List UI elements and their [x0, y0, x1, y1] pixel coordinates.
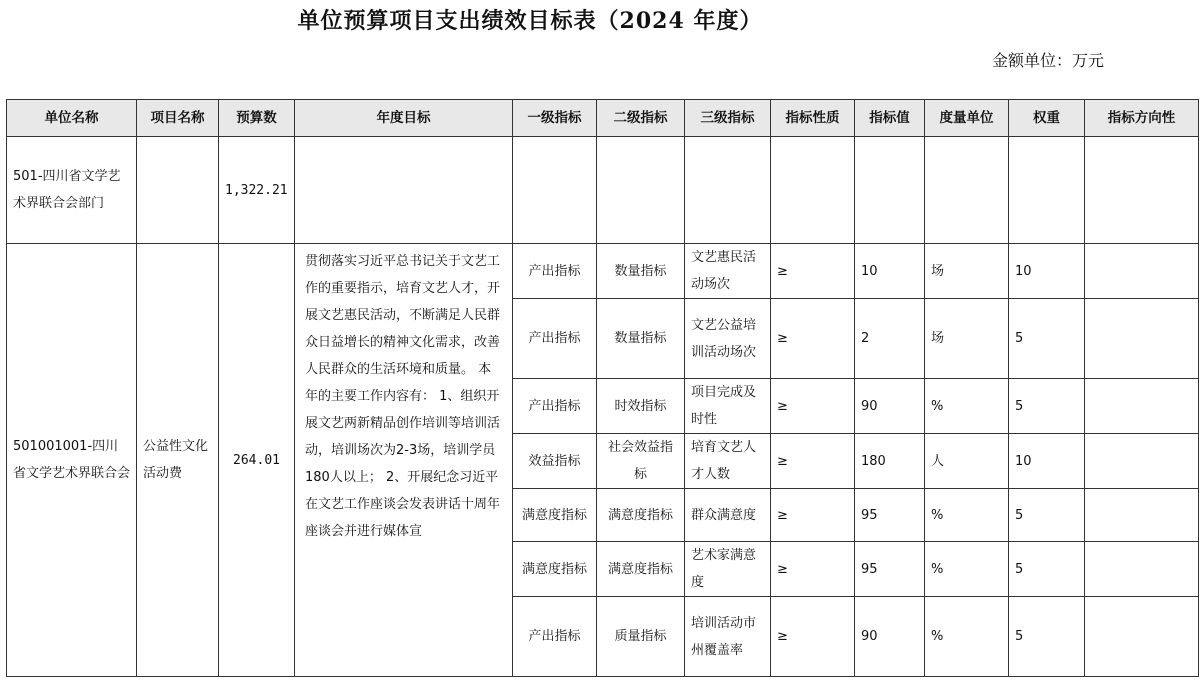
- indicator-level2: 时效指标: [597, 379, 685, 434]
- indicator-level1: 效益指标: [513, 434, 597, 489]
- dept-budget: 1,322.21: [219, 137, 295, 244]
- indicator-weight: 5: [1009, 542, 1085, 597]
- indicator-value: 95: [855, 489, 925, 542]
- indicator-direction: [1085, 434, 1199, 489]
- header-level3-indicator: 三级指标: [685, 100, 771, 137]
- indicator-level1: 产出指标: [513, 299, 597, 379]
- header-level2-indicator: 二级指标: [597, 100, 685, 137]
- indicator-direction: [1085, 542, 1199, 597]
- indicator-level1: 产出指标: [513, 379, 597, 434]
- indicator-value: 2: [855, 299, 925, 379]
- indicator-unit: %: [925, 542, 1009, 597]
- indicator-level2: 满意度指标: [597, 489, 685, 542]
- indicator-level2: 质量指标: [597, 597, 685, 677]
- indicator-level2: 满意度指标: [597, 542, 685, 597]
- indicator-nature: ≥: [771, 542, 855, 597]
- indicator-level1: 产出指标: [513, 244, 597, 299]
- indicator-unit: %: [925, 597, 1009, 677]
- indicator-level1: 满意度指标: [513, 489, 597, 542]
- indicator-nature: ≥: [771, 244, 855, 299]
- table-row: [7, 244, 1199, 299]
- header-indicator-value: 指标值: [855, 100, 925, 137]
- indicator-level2: 数量指标: [597, 244, 685, 299]
- header-project-name: 项目名称: [137, 100, 219, 137]
- performance-target-table: [6, 99, 1199, 677]
- indicator-level3: 项目完成及时性: [685, 379, 771, 434]
- indicator-nature: ≥: [771, 379, 855, 434]
- header-weight: 权重: [1009, 100, 1085, 137]
- indicator-value: 10: [855, 244, 925, 299]
- indicator-direction: [1085, 597, 1199, 677]
- header-direction: 指标方向性: [1085, 100, 1199, 137]
- indicator-level2: 数量指标: [597, 299, 685, 379]
- indicator-direction: [1085, 379, 1199, 434]
- indicator-direction: [1085, 244, 1199, 299]
- indicator-level3: 培训活动市州覆盖率: [685, 597, 771, 677]
- indicator-level3: 艺术家满意度: [685, 542, 771, 597]
- indicator-value: 90: [855, 597, 925, 677]
- header-indicator-nature: 指标性质: [771, 100, 855, 137]
- indicator-unit: 场: [925, 244, 1009, 299]
- indicator-nature: ≥: [771, 489, 855, 542]
- amount-unit-label: 金额单位：万元: [991, 51, 1104, 70]
- indicator-nature: ≥: [771, 597, 855, 677]
- indicator-value: 90: [855, 379, 925, 434]
- project-unit-name: 501001001-四川省文学艺术界联合会: [7, 244, 137, 677]
- indicator-weight: 5: [1009, 489, 1085, 542]
- dept-unit-name: 501-四川省文学艺术界联合会部门: [7, 137, 137, 244]
- indicator-level3: 群众满意度: [685, 489, 771, 542]
- indicator-unit: %: [925, 489, 1009, 542]
- project-name: 公益性文化活动费: [137, 244, 219, 677]
- table-row: [7, 137, 1199, 244]
- indicator-level3: 培育文艺人才人数: [685, 434, 771, 489]
- indicator-unit: 人: [925, 434, 1009, 489]
- indicator-nature: ≥: [771, 299, 855, 379]
- indicator-weight: 10: [1009, 244, 1085, 299]
- header-level1-indicator: 一级指标: [513, 100, 597, 137]
- indicator-weight: 10: [1009, 434, 1085, 489]
- indicator-weight: 5: [1009, 597, 1085, 677]
- header-measure-unit: 度量单位: [925, 100, 1009, 137]
- table-header-row: [7, 100, 1199, 137]
- annual-goal: 贯彻落实习近平总书记关于文艺工作的重要指示，培育文艺人才，开展文艺惠民活动，不断满足人民群众日益增长的精神文化需求，改善人民群众的生活环境和质量。 本年的主要工作内容有： 1、组织开展文艺两新精品创作培训等培训活动，培训场次为2-3场，培训学员180人以上； 2、开展纪念习近平在文艺工作座谈会发表讲话十周年座谈会并进行媒体宣: [295, 244, 513, 677]
- dept-project-name: [137, 137, 219, 244]
- indicator-level2: 社会效益指标: [597, 434, 685, 489]
- project-budget: 264.01: [219, 244, 295, 677]
- indicator-direction: [1085, 489, 1199, 542]
- header-budget: 预算数: [219, 100, 295, 137]
- indicator-level1: 满意度指标: [513, 542, 597, 597]
- indicator-unit: %: [925, 379, 1009, 434]
- indicator-unit: 场: [925, 299, 1009, 379]
- indicator-level3: 文艺惠民活动场次: [685, 244, 771, 299]
- page-title: 单位预算项目支出绩效目标表（2024 年度）: [297, 8, 763, 34]
- header-unit-name: 单位名称: [7, 100, 137, 137]
- indicator-direction: [1085, 299, 1199, 379]
- indicator-weight: 5: [1009, 299, 1085, 379]
- indicator-weight: 5: [1009, 379, 1085, 434]
- indicator-level3: 文艺公益培训活动场次: [685, 299, 771, 379]
- indicator-value: 180: [855, 434, 925, 489]
- indicator-value: 95: [855, 542, 925, 597]
- indicator-nature: ≥: [771, 434, 855, 489]
- indicator-level1: 产出指标: [513, 597, 597, 677]
- header-annual-goal: 年度目标: [295, 100, 513, 137]
